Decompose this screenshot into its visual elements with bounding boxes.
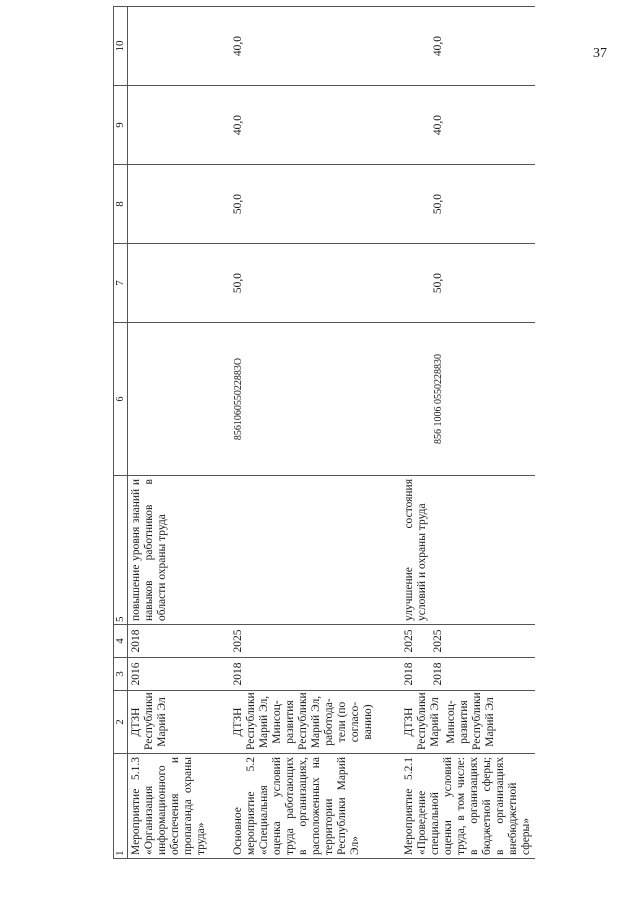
value-col-7 <box>401 244 535 323</box>
value-col-8-text: 50,0 <box>432 193 444 215</box>
rotated-table-container <box>113 35 532 859</box>
executor-secondary: Минсоц-развития Республики Марий Эл <box>445 692 496 750</box>
col-header-1: 1 <box>114 754 128 859</box>
budget-code-text: 856 1006 0550228830 <box>433 354 444 444</box>
start-year-primary: 2018 <box>403 662 415 686</box>
value-col-10 <box>401 7 535 86</box>
start-year: 2016 <box>128 658 231 691</box>
start-year-secondary: 2018 <box>432 662 444 686</box>
executor-primary: ДТЗН Республики Марий Эл <box>403 692 441 750</box>
col-header-4: 4 <box>114 625 128 658</box>
end-year <box>401 625 535 658</box>
activity-name: Основное мероприятие 5.2 «Специальная оценка условий труда работающих в организациях, расположенных на территории Республики Марий Эл» <box>230 754 401 859</box>
value-col-7: 50,0 <box>230 244 401 323</box>
end-year: 2025 <box>230 625 401 658</box>
table-row <box>401 7 535 859</box>
start-year: 2018 <box>230 658 401 691</box>
value-col-10 <box>128 7 231 86</box>
value-col-10: 40,0 <box>230 7 401 86</box>
table-row <box>230 7 401 859</box>
activity-name: Мероприятие 5.2.1 «Проведение специальной оценки условий труда, в том числе: в организациях бюджетной сферы; в организациях внебюджетной сферы» <box>401 754 535 859</box>
executor: ДТЗН Республики Марий Эл, Минсоц-развития Республики Марий Эл, работода-тели (по согласо-ванию) <box>230 691 401 754</box>
col-header-9: 9 <box>114 86 128 165</box>
end-year-primary: 2025 <box>403 629 415 653</box>
value-col-7-text: 50,0 <box>432 272 444 294</box>
expected-result: повышение уровня знаний и навыков работников в области охраны труда <box>128 476 231 625</box>
value-col-9 <box>401 86 535 165</box>
executor <box>401 691 535 754</box>
end-year: 2018 <box>128 625 231 658</box>
end-year-secondary: 2025 <box>432 629 444 653</box>
col-header-10: 10 <box>114 7 128 86</box>
expected-result: улучшение состояния условий и охраны труда <box>401 476 535 625</box>
value-col-8 <box>401 165 535 244</box>
budget-code <box>128 323 231 476</box>
value-col-9 <box>128 86 231 165</box>
program-table <box>113 6 535 859</box>
value-col-9: 40,0 <box>230 86 401 165</box>
page-number: 37 <box>593 46 607 61</box>
executor: ДТЗН Республики Марий Эл <box>128 691 231 754</box>
table-header-row <box>114 7 128 859</box>
col-header-7: 7 <box>114 244 128 323</box>
col-header-3: 3 <box>114 658 128 691</box>
value-col-10-text: 40,0 <box>432 35 444 57</box>
col-header-5: 5 <box>114 476 128 625</box>
value-col-8: 50,0 <box>230 165 401 244</box>
table-row <box>128 7 231 859</box>
col-header-6: 6 <box>114 323 128 476</box>
start-year <box>401 658 535 691</box>
col-header-8: 8 <box>114 165 128 244</box>
value-col-8 <box>128 165 231 244</box>
value-col-7 <box>128 244 231 323</box>
col-header-2: 2 <box>114 691 128 754</box>
budget-code <box>401 323 535 476</box>
budget-code: 856106055022883О <box>230 323 401 476</box>
expected-result <box>230 476 401 625</box>
activity-name: Мероприятие 5.1.3 «Организация информационного обеспечения и пропаганда охраны труда» <box>128 754 231 859</box>
value-col-9-text: 40,0 <box>432 114 444 136</box>
